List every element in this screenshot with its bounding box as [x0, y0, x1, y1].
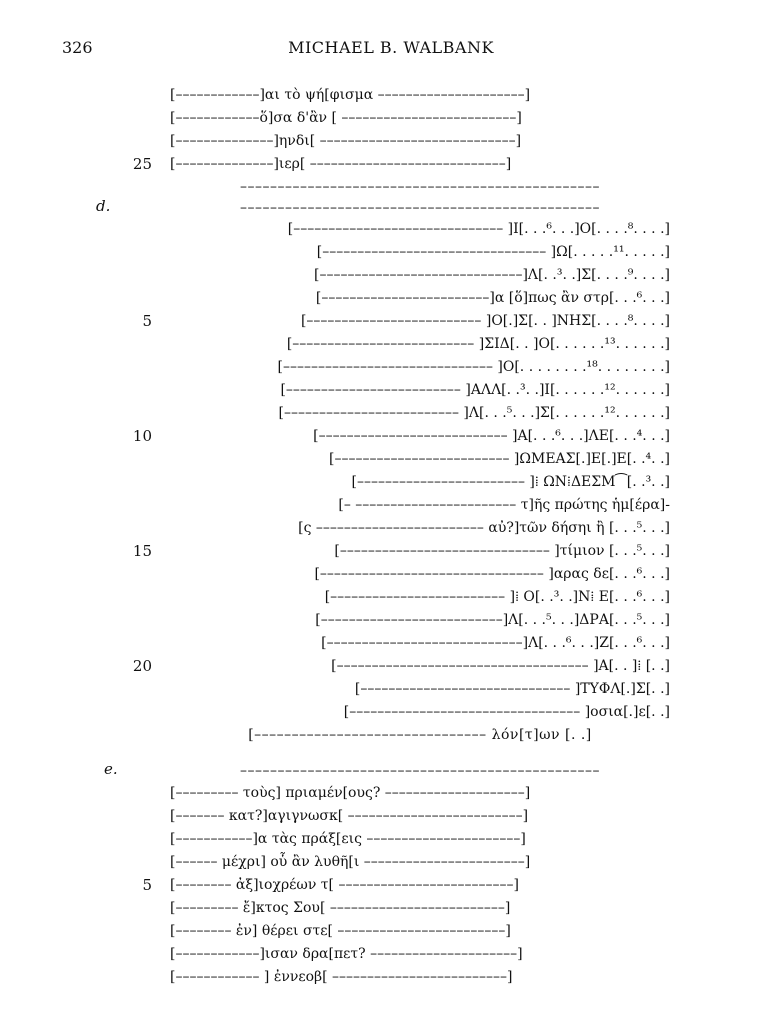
text-line: [0, 655, 782, 677]
text-line: [0, 678, 782, 700]
text-line: [0, 966, 782, 988]
line-number: 20: [132, 657, 152, 675]
line-text: [––––––––––––––––––––––––– ]⁞ Ο[. .³. .]Ν⁞ Ε[. . .⁶. . .]: [324, 589, 670, 605]
text-line: [0, 425, 782, 447]
line-text: [–––––––––––– ] ἐννεοβ[ –––––––––––––––––––––––––]: [170, 969, 513, 985]
text-line: [0, 586, 782, 608]
text-line: [0, 287, 782, 309]
line-text: [––––––––– ἔ]κτος Σου[ –––––––––––––––––––––––––]: [170, 900, 511, 916]
text-line: [0, 197, 782, 219]
line-text: ––––––––––––––––––––––––––––––––––––––––––––––––: [240, 200, 600, 216]
text-line: [0, 264, 782, 286]
line-text: [––––––––––––––––––––––––––]Λ[. . .⁵. . .]ΔΡΑ[. . .⁵. . .]: [315, 612, 670, 628]
line-text: [–––––– μέχρι] οὗ ἂν λυθῆ[ι –––––––––––––––––––––––]: [170, 854, 531, 870]
line-number: 10: [132, 427, 152, 445]
line-text: [––––––––––––––––––––––––– ]ΩΜΕΑΣ[.]Ε[.]Ε[. .⁴. .]: [329, 451, 670, 467]
line-text: [––––––––––––]αι τὸ ψή[φισμα –––––––––––––––––––––]: [170, 87, 531, 103]
line-text: ––––––––––––––––––––––––––––––––––––––––––––––––: [240, 179, 600, 195]
line-text: [–––––––––––––––––––––––––––––– ]ΤΥΦΛ[.]Σ[. .]: [354, 681, 670, 697]
text-line: [0, 356, 782, 378]
text-line: [0, 494, 782, 516]
line-text: [– ––––––––––––––––––––––– τ]ῆς πρώτης ἡμ[έρα]-: [338, 497, 670, 513]
text-line: [0, 563, 782, 585]
text-line: [0, 130, 782, 152]
line-text: [–––––––––––––––––––––––– ]⁞ ΩΝ⁞ΔΕΣΜ⁀[. .³. .]: [351, 474, 670, 490]
line-text: [––––––––––––––]ιερ[ ––––––––––––––––––––––––––––]: [170, 156, 512, 172]
line-text: [––––––––––––––––––––––––– ]Λ[. . .⁵. . .]Σ[. . . . . .¹². . . . . .]: [278, 405, 670, 421]
line-text: [–––––––––––––––––––––––––––––– ]Ο[. . . . . . . .¹⁸. . . . . . . .]: [277, 359, 670, 375]
text-line: [0, 828, 782, 850]
line-text: [––––––––––––ὅ]σα δ'ἂν [ –––––––––––––––––––––––––]: [170, 110, 522, 126]
line-text: [––––––––––––––]ηνδι[ ––––––––––––––––––––––––––––]: [170, 133, 522, 149]
text-line: [0, 310, 782, 332]
text-line: [0, 943, 782, 965]
line-text: [–––––––––––––––––––––––––––––––– ]Ω[. . . . .¹¹. . . . .]: [316, 244, 670, 260]
text-line: [0, 782, 782, 804]
text-line: [0, 805, 782, 827]
text-line: [0, 724, 782, 746]
line-text: [ς –––––––––––––––––––––––– αὐ?]τῶν δήσηι ἢ [. . .⁵. . .]: [298, 520, 670, 536]
text-line: [0, 402, 782, 424]
text-line: [0, 874, 782, 896]
text-line: [0, 609, 782, 631]
text-line: [0, 760, 782, 782]
text-line: [0, 241, 782, 263]
line-text: [––––––––––––––––––––––––––––––––– ]οσια[.]ε[. .]: [343, 704, 670, 720]
line-text: [––––––––––––]ισαν δρα[πετ? –––––––––––––––––––––]: [170, 946, 523, 962]
line-text: [––––––––––––––––––––––––]α [ὅ]πως ἂν στρ[. . .⁶. . .]: [315, 290, 670, 306]
text-line: [0, 333, 782, 355]
section-label: d.: [96, 197, 111, 215]
text-line: [0, 471, 782, 493]
text-line: [0, 851, 782, 873]
text-line: [0, 448, 782, 470]
line-text: ––––––––––––––––––––––––––––––––––––––––––––––––: [240, 763, 600, 779]
text-line: [0, 632, 782, 654]
line-text: [––––––– κατ?]αγιγνωσκ[ –––––––––––––––––––––––––]: [170, 808, 529, 824]
line-text: [––––––––––––––––––––––––––––]Λ[. . .⁶. . .]Ζ[. . .⁶. . .]: [321, 635, 670, 651]
line-text: [–––––––– ἐν] θέρει στε[ ––––––––––––––––––––––––]: [170, 923, 511, 939]
line-text: [––––––––––––––––––––––––––––––– λόν[τ]ων [. .]: [248, 727, 592, 743]
text-line: [0, 153, 782, 175]
text-line: [0, 107, 782, 129]
page-number: 326: [62, 38, 93, 57]
line-number: 15: [132, 542, 152, 560]
line-text: [–––––––––––––––––––––––––––––]Λ[. .³. .]Σ[. . . .⁹. . . .]: [313, 267, 670, 283]
line-text: [––––––––– τοὺς] πριαμέν[ους? ––––––––––––––––––––]: [170, 785, 531, 801]
section-label: e.: [104, 760, 118, 778]
line-text: [–––––––––––]α τὰς πράξ[εις ––––––––––––––––––––––]: [170, 831, 526, 847]
text-line: [0, 176, 782, 198]
text-line: [0, 920, 782, 942]
text-line: [0, 540, 782, 562]
line-text: [–––––––––––––––––––––––––– ]ΣΙΔ[. . ]Ο[. . . . . .¹³. . . . . .]: [286, 336, 670, 352]
line-number: 5: [142, 876, 152, 894]
text-line: [0, 84, 782, 106]
line-number: 25: [132, 155, 152, 173]
text-line: [0, 897, 782, 919]
line-text: [–––––––––––––––––––––––––––––– ]τίμιον [. . .⁵. . .]: [334, 543, 670, 559]
line-text: [–––––––– ἀξ]ιοχρέων τ[ –––––––––––––––––––––––––]: [170, 877, 519, 893]
line-number: 5: [142, 312, 152, 330]
line-text: [–––––––––––––––––––––––––––––––––––– ]Α[. . ]⁞ [. .]: [331, 658, 670, 674]
text-line: [0, 379, 782, 401]
text-line: [0, 218, 782, 240]
text-line: [0, 517, 782, 539]
line-text: [–––––––––––––––––––––––––––––––– ]αρας δε[. . .⁶. . .]: [314, 566, 670, 582]
line-text: [––––––––––––––––––––––––––– ]Α[. . .⁶. . .]ΛΕ[. . .⁴. . .]: [313, 428, 670, 444]
text-line: [0, 701, 782, 723]
line-text: [–––––––––––––––––––––––––––––– ]Ι[. . .⁶. . .]Ο[. . . .⁸. . . .]: [287, 221, 670, 237]
line-text: [––––––––––––––––––––––––– ]Ο[.]Σ[. . ]ΝΗΣ[. . . .⁸. . . .]: [300, 313, 670, 329]
line-text: [––––––––––––––––––––––––– ]ΑΛΛ[. .³. .]Ι[. . . . . .¹². . . . . .]: [280, 382, 670, 398]
running-title: MICHAEL B. WALBANK: [288, 38, 494, 57]
